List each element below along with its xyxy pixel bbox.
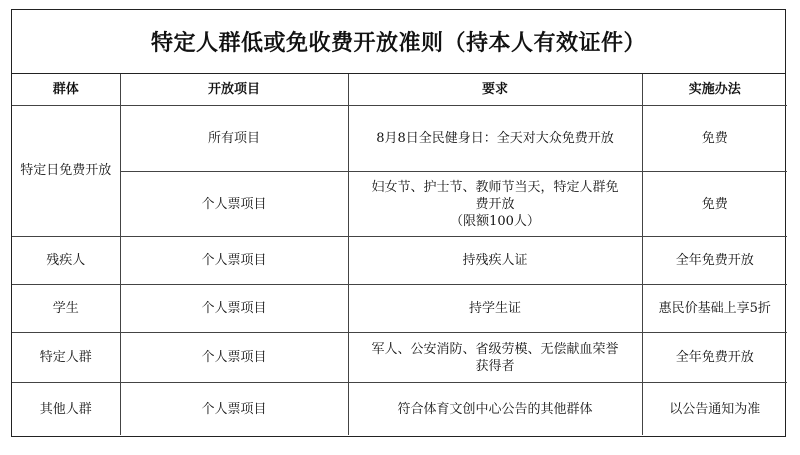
cell-item: 所有项目 bbox=[120, 106, 348, 172]
requirement-line: 8月8日全民健身日：全天对大众免费开放 bbox=[376, 131, 614, 147]
cell-group: 残疾人 bbox=[12, 236, 120, 284]
cell-group: 其他人群 bbox=[12, 383, 120, 435]
cell-method: 全年免费开放 bbox=[642, 236, 787, 284]
table-row bbox=[12, 383, 787, 435]
cell-item: 个人票项目 bbox=[120, 236, 348, 284]
cell-group: 特定人群 bbox=[12, 333, 120, 383]
cell-method: 免费 bbox=[642, 106, 787, 172]
cell-group: 学生 bbox=[12, 284, 120, 332]
cell-method: 全年免费开放 bbox=[642, 333, 787, 383]
requirement-line: （限额100人） bbox=[450, 213, 540, 229]
requirement-line: 妇女节、护士节、教师节当天，特定人群免 bbox=[371, 179, 619, 195]
requirement-line: 费开放 bbox=[475, 196, 515, 212]
requirement-line: 持残疾人证 bbox=[462, 252, 528, 268]
table-header-row bbox=[12, 74, 787, 106]
header-method: 实施办法 bbox=[642, 74, 787, 106]
cell-item: 个人票项目 bbox=[120, 333, 348, 383]
table-row bbox=[12, 284, 787, 332]
table-row bbox=[12, 333, 787, 383]
table-row bbox=[12, 172, 787, 236]
cell-item: 个人票项目 bbox=[120, 383, 348, 435]
rules-document bbox=[11, 9, 786, 437]
cell-requirement bbox=[348, 172, 642, 236]
cell-item: 个人票项目 bbox=[120, 172, 348, 236]
document-title: 特定人群低或免收费开放准则（持本人有效证件） bbox=[12, 10, 785, 74]
cell-requirement bbox=[348, 333, 642, 383]
requirement-line: 获得者 bbox=[475, 358, 515, 374]
table-row bbox=[12, 236, 787, 284]
cell-method: 以公告通知为准 bbox=[642, 383, 787, 435]
cell-requirement bbox=[348, 284, 642, 332]
header-requirement: 要求 bbox=[348, 74, 642, 106]
requirement-line: 军人、公安消防、省级劳模、无偿献血荣誉 bbox=[371, 341, 619, 357]
cell-item: 个人票项目 bbox=[120, 284, 348, 332]
cell-requirement bbox=[348, 106, 642, 172]
table-row bbox=[12, 106, 787, 172]
cell-requirement bbox=[348, 236, 642, 284]
header-item: 开放项目 bbox=[120, 74, 348, 106]
cell-method: 免费 bbox=[642, 172, 787, 236]
header-group: 群体 bbox=[12, 74, 120, 106]
requirement-line: 持学生证 bbox=[468, 300, 521, 316]
cell-group: 特定日免费开放 bbox=[12, 106, 120, 237]
cell-requirement bbox=[348, 383, 642, 435]
requirement-line: 符合体育文创中心公告的其他群体 bbox=[397, 401, 593, 417]
cell-method: 惠民价基础上享5折 bbox=[642, 284, 787, 332]
rules-table bbox=[12, 74, 787, 435]
